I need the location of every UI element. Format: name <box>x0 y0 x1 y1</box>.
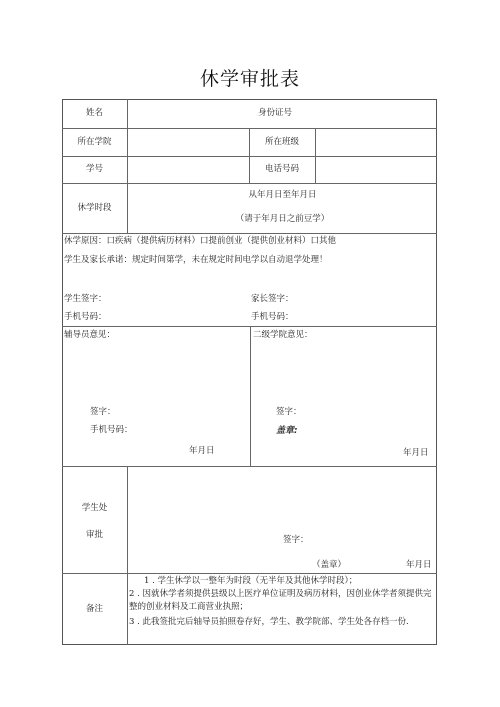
student-id-field[interactable] <box>128 157 248 182</box>
name-field[interactable] <box>128 100 248 127</box>
row-divider <box>62 183 437 184</box>
student-id-label: 学号 <box>85 164 103 174</box>
counselor-date: 年月日 <box>189 446 215 456</box>
class-label: 所在班级 <box>264 137 299 147</box>
parent-signature-label: 家长签字： <box>251 294 294 304</box>
leave-period-range: 从年月日至年月日 <box>248 190 317 200</box>
phone-field[interactable] <box>316 157 436 182</box>
column-divider <box>250 326 251 466</box>
college-label: 所在学院 <box>77 137 112 147</box>
college-opinion-label: 二级学院意见： <box>253 330 313 340</box>
counselor-mobile-label: 手机号码： <box>90 425 133 435</box>
student-signature-label: 学生签字： <box>64 294 107 304</box>
commitment-text: 学生及家长承诺：规定时间第学，未在规定时间电学以自动退学处理！ <box>64 255 328 265</box>
college-seal-label: 盖章: <box>276 426 298 436</box>
student-office-signature-label: 签字： <box>283 535 309 545</box>
student-office-date: 年月日 <box>406 560 432 570</box>
row-divider <box>62 573 437 574</box>
row-divider <box>62 466 437 467</box>
note-item-1: 1 . 学生休学以一整年为时段（无半年及其他休学时段）； <box>144 576 358 586</box>
student-office-label-line2: 审批 <box>85 530 103 540</box>
column-divider <box>127 466 128 645</box>
parent-mobile-label: 手机号码： <box>251 312 294 322</box>
id-number-label: 身份证号 <box>258 108 293 118</box>
counselor-opinion-label: 辅导员意见： <box>64 330 116 340</box>
college-signature-label: 签字： <box>276 407 302 417</box>
phone-label: 电话号码 <box>264 164 299 174</box>
name-label: 姓名 <box>85 108 103 118</box>
note-item-2: 2 . 因就休学者须提供县级以上医疗单位证明及病历材料，因创业休学者须提供完整的创业材料及工商营业执照； <box>129 589 432 612</box>
class-field[interactable] <box>316 129 436 155</box>
student-office-label-line1: 学生处 <box>81 503 108 513</box>
note-item-3: 3 . 此我签批完后轴导员拍照卷存好，学生、教学院部、学生处各存档一份. <box>129 617 409 627</box>
college-field[interactable] <box>128 129 248 155</box>
id-number-field[interactable] <box>316 100 436 127</box>
leave-period-label: 休学时段 <box>77 203 112 213</box>
student-office-seal-label: （盖章） <box>312 560 347 570</box>
leave-period-note: （请于年月日之前豆学） <box>235 214 330 224</box>
student-mobile-label: 手机号码： <box>64 312 107 322</box>
row-divider <box>62 233 437 234</box>
college-date: 年月日 <box>403 448 429 458</box>
leave-reason: 休学原因：口疾病（提供病历材料）口提前创业（提供创业材料）口其他 <box>64 236 337 246</box>
counselor-signature-label: 签字： <box>90 407 116 417</box>
notes-label: 备注 <box>85 604 103 614</box>
form-title: 休学审批表 <box>199 68 300 90</box>
